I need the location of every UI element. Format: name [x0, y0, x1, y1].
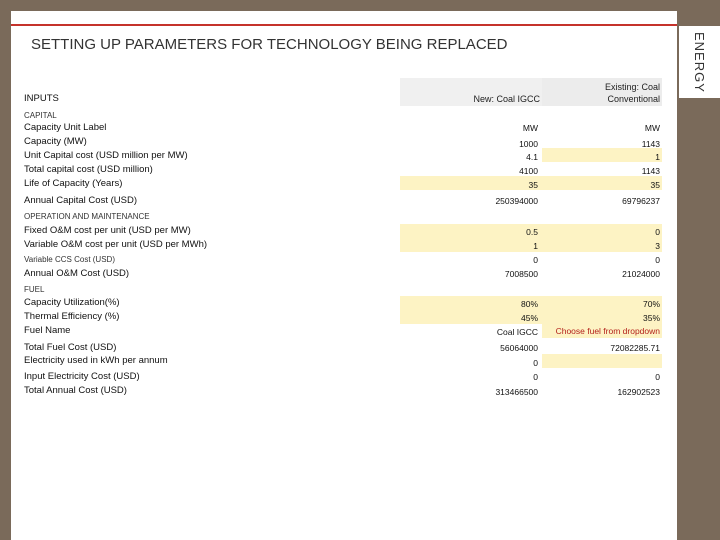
- cell-total-annual-cost-existing: 162902523: [617, 387, 660, 397]
- row-label-annual-om: Annual O&M Cost (USD): [24, 268, 130, 279]
- row-label-fixed-om: Fixed O&M cost per unit (USD per MW): [24, 225, 191, 236]
- cell-input-electricity-new: 0: [533, 372, 538, 382]
- row-label-total-annual-cost: Total Annual Cost (USD): [24, 385, 127, 396]
- cell-fuel-name-new: Coal IGCC: [496, 327, 538, 337]
- section-operation-maintenance: OPERATION AND MAINTENANCE: [24, 212, 150, 221]
- inputs-header: INPUTS: [24, 93, 59, 104]
- cell-input-electricity-existing: 0: [655, 372, 660, 382]
- cell-capacity-existing: 1143: [641, 139, 660, 149]
- cell-total-annual-cost-new: 313466500: [495, 387, 538, 397]
- row-label-ccs-cost: Variable CCS Cost (USD): [24, 255, 115, 264]
- cell-unit-label-existing: MW: [644, 123, 660, 133]
- row-label-variable-om: Variable O&M cost per unit (USD per MWh): [24, 239, 208, 250]
- side-tab-label: ENERGY: [692, 31, 707, 93]
- cell-annual-om-new: 7008500: [504, 269, 538, 279]
- cell-ccs-cost-new: 0: [533, 255, 538, 265]
- cell-unit-capital-cost-new: 4.1: [526, 152, 538, 162]
- row-label-efficiency: Thermal Efficiency (%): [24, 311, 120, 322]
- row-label-input-electricity: Input Electricity Cost (USD): [24, 371, 140, 382]
- cell-annual-capital-cost-new: 250394000: [495, 196, 538, 206]
- frame-left-border: [0, 0, 11, 540]
- row-label-unit-capital-cost: Unit Capital cost (USD million per MW): [24, 150, 188, 161]
- cell-utilization-existing: 70%: [642, 299, 660, 309]
- row-label-unit-label: Capacity Unit Label: [24, 122, 107, 133]
- cell-variable-om-existing: 3: [655, 241, 660, 251]
- cell-capacity-new: 1000: [519, 139, 538, 149]
- column-header-existing-line2: Conventional: [607, 94, 660, 104]
- column-header-new: New: Coal IGCC: [473, 94, 540, 104]
- cell-efficiency-existing: 35%: [642, 313, 660, 323]
- fuel-dropdown-prompt[interactable]: Choose fuel from dropdown: [555, 326, 660, 336]
- cell-fixed-om-existing: 0: [655, 227, 660, 237]
- cell-efficiency-new: 45%: [520, 313, 538, 323]
- cell-total-capital-cost-existing: 1143: [641, 166, 660, 176]
- cell-total-fuel-cost-existing: 72082285.71: [610, 343, 660, 353]
- cell-life-new: 35: [528, 180, 538, 190]
- cell-utilization-new: 80%: [520, 299, 538, 309]
- row-label-annual-capital-cost: Annual Capital Cost (USD): [24, 195, 137, 206]
- cell-total-fuel-cost-new: 56064000: [500, 343, 538, 353]
- cell-total-capital-cost-new: 4100: [519, 166, 538, 176]
- row-label-total-fuel-cost: Total Fuel Cost (USD): [24, 342, 117, 353]
- section-capital: CAPITAL: [24, 111, 57, 120]
- parameter-table: [24, 0, 664, 540]
- cell-annual-capital-cost-existing: 69796237: [622, 196, 660, 206]
- row-label-life: Life of Capacity (Years): [24, 178, 123, 189]
- page-title: SETTING UP PARAMETERS FOR TECHNOLOGY BEING REPLACED: [31, 36, 508, 53]
- cell-annual-om-existing: 21024000: [622, 269, 660, 279]
- cell-life-existing: 35: [650, 180, 660, 190]
- cell-variable-om-new: 1: [533, 241, 538, 251]
- cell-ccs-cost-existing: 0: [655, 255, 660, 265]
- row-label-utilization: Capacity Utilization(%): [24, 297, 120, 308]
- section-fuel: FUEL: [24, 285, 45, 294]
- row-label-electricity-used: Electricity used in kWh per annum: [24, 355, 168, 366]
- column-header-existing-line1: Existing: Coal: [604, 82, 660, 92]
- input-cell-electricity-used-existing[interactable]: [542, 354, 662, 368]
- cell-electricity-used-new: 0: [533, 358, 538, 368]
- row-label-total-capital-cost: Total capital cost (USD million): [24, 164, 153, 175]
- cell-unit-capital-cost-existing: 1: [655, 152, 660, 162]
- row-label-capacity: Capacity (MW): [24, 136, 87, 147]
- cell-fixed-om-new: 0.5: [526, 227, 538, 237]
- row-label-fuel-name: Fuel Name: [24, 325, 71, 336]
- cell-unit-label-new: MW: [522, 123, 538, 133]
